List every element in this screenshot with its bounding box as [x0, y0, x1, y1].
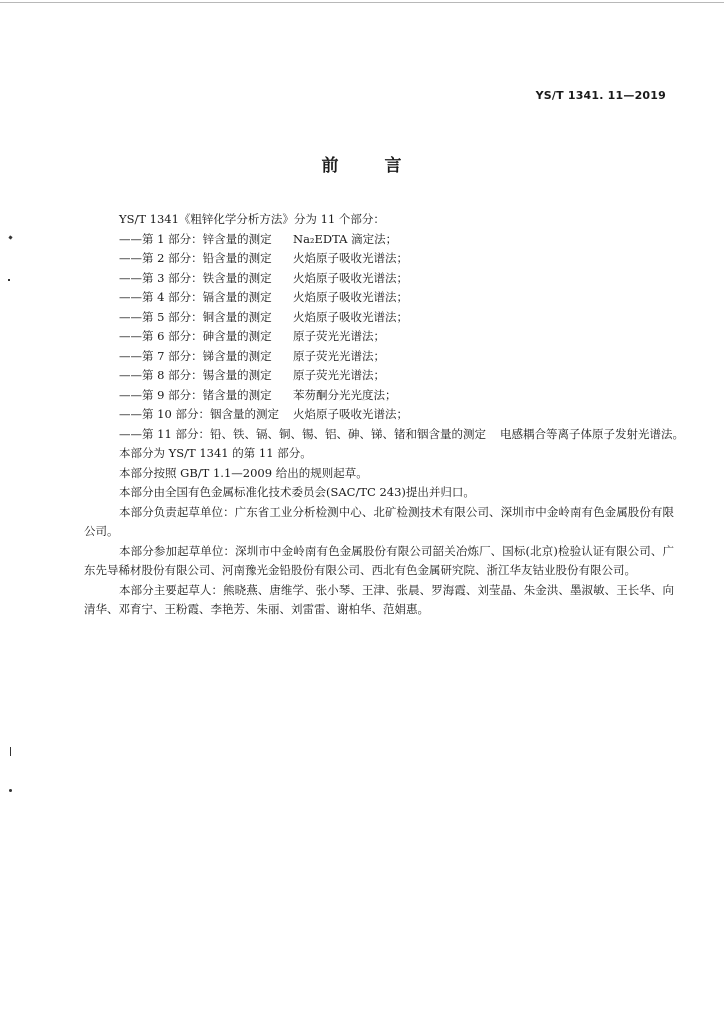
part-name: ——第 11 部分：铅、铁、镉、铜、锡、铝、砷、锑、锗和铟含量的测定 [119, 426, 486, 441]
list-item [84, 269, 674, 289]
part-name: ——第 4 部分：镉含量的测定 [119, 290, 272, 304]
list-item [84, 230, 674, 250]
list-item [84, 425, 684, 445]
list-item [84, 249, 674, 269]
scan-speck [9, 789, 12, 792]
part-number-statement: 本部分为 YS/T 1341 的第 11 部分。 [119, 446, 312, 460]
part-name: ——第 5 部分：铜含量的测定 [119, 309, 272, 324]
part-method: 苯芴酮分光光度法； [293, 387, 397, 402]
top-border-line [0, 2, 724, 3]
list-item [84, 405, 674, 425]
part-method: 火焰原子吸收光谱法； [293, 407, 408, 421]
intro-line: YS/T 1341《粗锌化学分析方法》分为 11 个部分： [119, 212, 385, 226]
part-method: 电感耦合等离子体原子发射光谱法。 [499, 426, 684, 441]
proposer-statement: 本部分由全国有色金属标准化技术委员会(SAC/TC 243)提出并归口。 [119, 485, 475, 499]
responsible-units-paragraph: 本部分负责起草单位：广东省工业分析检测中心、北矿检测技术有限公司、深圳市中金岭南有色金属股份有限公司。 [84, 504, 674, 538]
page-title: 前 言 [321, 156, 403, 176]
participating-units-paragraph: 本部分参加起草单位：深圳市中金岭南有色金属股份有限公司韶关冶炼厂、国标(北京)检验认证有限公司、广东先导稀材股份有限公司、河南豫光金铅股份有限公司、西北有色金属研究院、浙江华友钴业股份有限公司。 [84, 543, 674, 577]
list-item [84, 327, 674, 347]
main-drafters-paragraph: 本部分主要起草人：熊晓燕、唐维学、张小琴、王津、张晨、罗海霞、刘莹晶、朱金洪、墨淑敏、王长华、向清华、邓育宁、王粉霞、李艳芳、朱丽、刘雷雷、谢柏华、范娟惠。 [84, 582, 674, 616]
part-name: ——第 9 部分：锗含量的测定 [119, 387, 272, 402]
list-item [84, 308, 674, 328]
part-name: ——第 6 部分：砷含量的测定 [119, 329, 272, 343]
part-method: 火焰原子吸收光谱法； [293, 290, 408, 304]
part-method: Na₂EDTA 滴定法； [293, 231, 398, 246]
part-method: 原子荧光光谱法； [293, 368, 385, 382]
list-item [84, 366, 674, 386]
part-name: ——第 10 部分：铟含量的测定 [119, 407, 279, 421]
part-name: ——第 1 部分：锌含量的测定 [119, 231, 272, 246]
list-item [84, 288, 674, 308]
part-method: 火焰原子吸收光谱法； [293, 251, 408, 265]
scan-speck [10, 747, 11, 756]
scan-speck [8, 279, 10, 281]
scan-speck [8, 235, 12, 239]
part-name: ——第 8 部分：锡含量的测定 [119, 368, 272, 382]
part-method: 火焰原子吸收光谱法； [293, 309, 408, 324]
part-method: 原子荧光光谱法； [293, 329, 385, 343]
part-name: ——第 7 部分：锑含量的测定 [119, 348, 272, 363]
drafting-rules-statement: 本部分按照 GB/T 1.1—2009 给出的规则起草。 [119, 465, 368, 480]
part-method: 原子荧光光谱法； [293, 348, 385, 363]
document-body [84, 210, 684, 620]
part-name: ——第 2 部分：铅含量的测定 [119, 251, 272, 265]
list-item [84, 386, 674, 406]
list-item [84, 347, 674, 367]
standard-number: YS/T 1341. 11—2019 [535, 89, 666, 102]
part-name: ——第 3 部分：铁含量的测定 [119, 270, 272, 285]
part-method: 火焰原子吸收光谱法； [293, 270, 408, 285]
